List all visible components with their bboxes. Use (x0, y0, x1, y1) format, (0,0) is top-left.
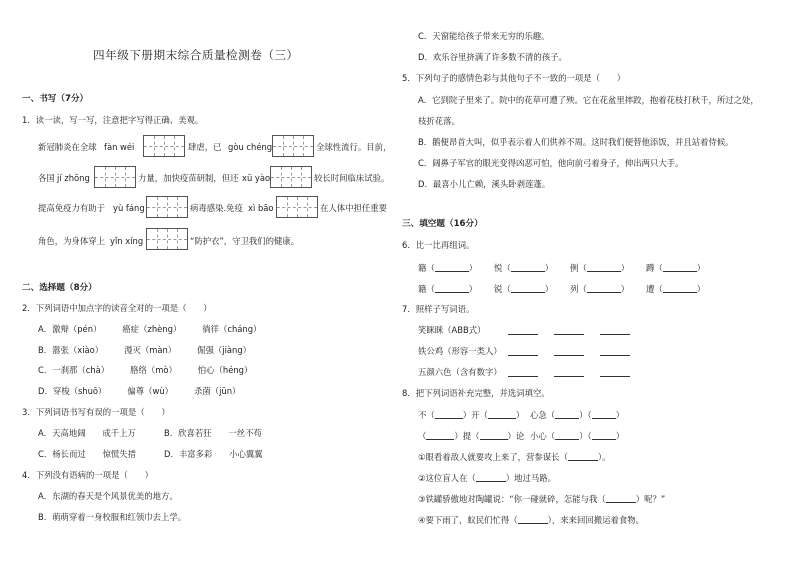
q8-idiom-1: 不（ ）开（ ） (418, 410, 525, 420)
question-1: 1．读一读，写一写，注意把字写得正确、美观。 (22, 115, 204, 125)
answer-line[interactable] (554, 334, 584, 335)
answer-line[interactable] (508, 355, 538, 356)
q1-line4-text1: 角色，为身体穿上 (38, 236, 105, 246)
q2-option-b[interactable]: B．嚣张（xiào） 漫灭（màn） 倔强（jiàng） (38, 345, 252, 355)
section-3-heading: 三、填空题（16分） (402, 219, 483, 229)
section-2-heading: 二、选择题（8分） (22, 283, 97, 293)
question-2: 2．下列词语中加点字的读音全对的一项是（ ） (22, 303, 212, 313)
q1-line1-pinyin2: gòu chéng (228, 142, 273, 152)
q1-line2-pinyin1: jí zhōng (57, 173, 90, 183)
question-5: 5．下列句子的感情色彩与其他句子不一致的一项是（ ） (402, 73, 626, 83)
section-1-heading: 一、书写（7分） (22, 94, 89, 104)
q2-option-c[interactable]: C．一刹那（chà） 胳络（mò） 怕心（héng） (38, 365, 253, 375)
q5-option-b[interactable]: B．鹅便昂首大叫，似乎表示着人们供养不周。这时我们便替他添饭，并且站着侍候。 (418, 137, 734, 147)
q8-sentence-2: ②这位盲人在（ ）地过马路。 (418, 473, 557, 483)
q8-sentence-3: ③铁罐骄傲地对陶罐说：“你一碰就碎，怎能与我（ ）呢？” (418, 494, 666, 504)
q7-item-abb: 笑眯眯（ABB式） (418, 325, 486, 335)
q1-line3-pinyin1: yù fáng (113, 203, 145, 213)
question-8: 8．把下列词语补充完整，并选词填空。 (402, 388, 550, 398)
q1-line2-text3: 较长时间临床试验。 (314, 173, 390, 183)
q3-option-d[interactable]: D．丰富多彩 小心翼翼 (164, 449, 263, 459)
q1-line3-pinyin2: xì bāo (248, 203, 274, 213)
q1-line1-text3: 全球性流行。目前， (316, 142, 392, 152)
q1-line1-pinyin1: fàn wéi (104, 142, 135, 152)
answer-line[interactable] (554, 355, 584, 356)
writing-grid[interactable] (276, 196, 318, 218)
q3-option-c[interactable]: C．杨长而过 惊慌失措 (38, 449, 136, 459)
answer-line[interactable] (600, 355, 630, 356)
q5-option-d[interactable]: D．最喜小儿亡赖，溪头卧剥莲蓬。 (418, 179, 551, 189)
answer-line[interactable] (600, 376, 630, 377)
q8-sentence-4: ④要下雨了，蚁民们忙得（ ），来来回回搬运着食物。 (418, 515, 644, 525)
q8-sentence-1: ①眼看着敌人就要攻上来了，营参谋长（ ）。 (418, 452, 611, 462)
q8-idiom-3: （ ）提（ ）论 (418, 431, 525, 441)
q4-option-b[interactable]: B．萌萌穿着一身校服和红领巾去上学。 (38, 512, 187, 522)
writing-grid[interactable] (143, 135, 185, 157)
q6-item: 锐（ ） (494, 284, 554, 294)
q6-item: 籍（ ） (418, 263, 478, 273)
writing-grid[interactable] (146, 196, 188, 218)
writing-grid[interactable] (272, 135, 314, 157)
q1-line1-text1: 新冠肺炎在全球 (38, 142, 97, 152)
q6-item: 列（ ） (570, 284, 630, 294)
answer-line[interactable] (600, 334, 630, 335)
q1-line4-text2: “防护衣”，守卫我们的健康。 (190, 236, 300, 246)
question-6: 6．比一比再组词。 (402, 240, 475, 250)
question-3: 3．下列词语书写有误的一项是（ ） (22, 407, 170, 417)
q5-option-a-continued: 枝折花落。 (418, 116, 460, 126)
q1-line3-text2: 病毒感染.免疫 (190, 203, 243, 213)
q1-line1-text2: 肆虐，已 (188, 142, 222, 152)
q1-line3-text3: 在人体中担任重要 (320, 203, 387, 213)
q1-line4-pinyin1: yǐn xíng (110, 236, 144, 246)
q5-option-a[interactable]: A．它到院子里来了。院中的花草可遭了殃。它在花盆里摔跤，抱着花枝打秋千，所过之处， (418, 95, 759, 105)
writing-grid[interactable] (146, 228, 188, 250)
question-4: 4．下列没有语病的一项是（ ） (22, 470, 153, 480)
answer-line[interactable] (508, 334, 538, 335)
q6-item: 籍（ ） (418, 284, 478, 294)
q7-item-number: 五颜六色（含有数字） (418, 367, 502, 377)
writing-grid[interactable] (270, 166, 312, 188)
q4-option-c[interactable]: C．天窗能给孩子带来无穷的乐趣。 (418, 31, 550, 41)
answer-line[interactable] (508, 376, 538, 377)
q6-item: 例（ ） (570, 263, 630, 273)
q5-option-c[interactable]: C．阔鼻子军官的眼光变得凶恶可怕，他向前弓着身子，伸出两只大手。 (418, 158, 684, 168)
q1-line2-text1: 各国 (38, 173, 55, 183)
q4-option-a[interactable]: A．东湖的春天是个风景优美的地方。 (38, 491, 178, 501)
q8-idiom-2: 心急（ ）（ ） (530, 410, 625, 420)
q1-line2-pinyin2: xū yào (242, 173, 271, 183)
q3-option-b[interactable]: B．欣喜若狂 一丝不苟 (164, 428, 262, 438)
q2-option-d[interactable]: D．穿梭（shuō） 偏尊（wù） 杀菌（jūn） (38, 386, 241, 396)
q6-item: 遭（ ） (646, 284, 706, 294)
q6-item: 蹲（ ） (646, 263, 706, 273)
page-title: 四年级下册期末综合质量检测卷（三） (93, 48, 299, 62)
answer-line[interactable] (554, 376, 584, 377)
question-7: 7．照样子写词语。 (402, 304, 475, 314)
q2-option-a[interactable]: A．激辩（pén） 癌症（zhèng） 徜徉（cháng） (38, 324, 262, 334)
q4-option-d[interactable]: D．欢乐谷里挤满了许多数不清的孩子。 (418, 52, 567, 62)
q3-option-a[interactable]: A．天高地阔 成千上万 (38, 428, 136, 438)
q7-item-person: 铁公鸡（形容一类人） (418, 346, 502, 356)
writing-grid[interactable] (94, 166, 136, 188)
q6-item: 悦（ ） (494, 263, 554, 273)
q1-line2-text2: 力量，加快疫苗研制，但还 (138, 173, 239, 183)
q1-line3-text1: 提高免疫力有助于 (38, 203, 105, 213)
q8-idiom-4: 小心（ ）（ ） (530, 431, 625, 441)
